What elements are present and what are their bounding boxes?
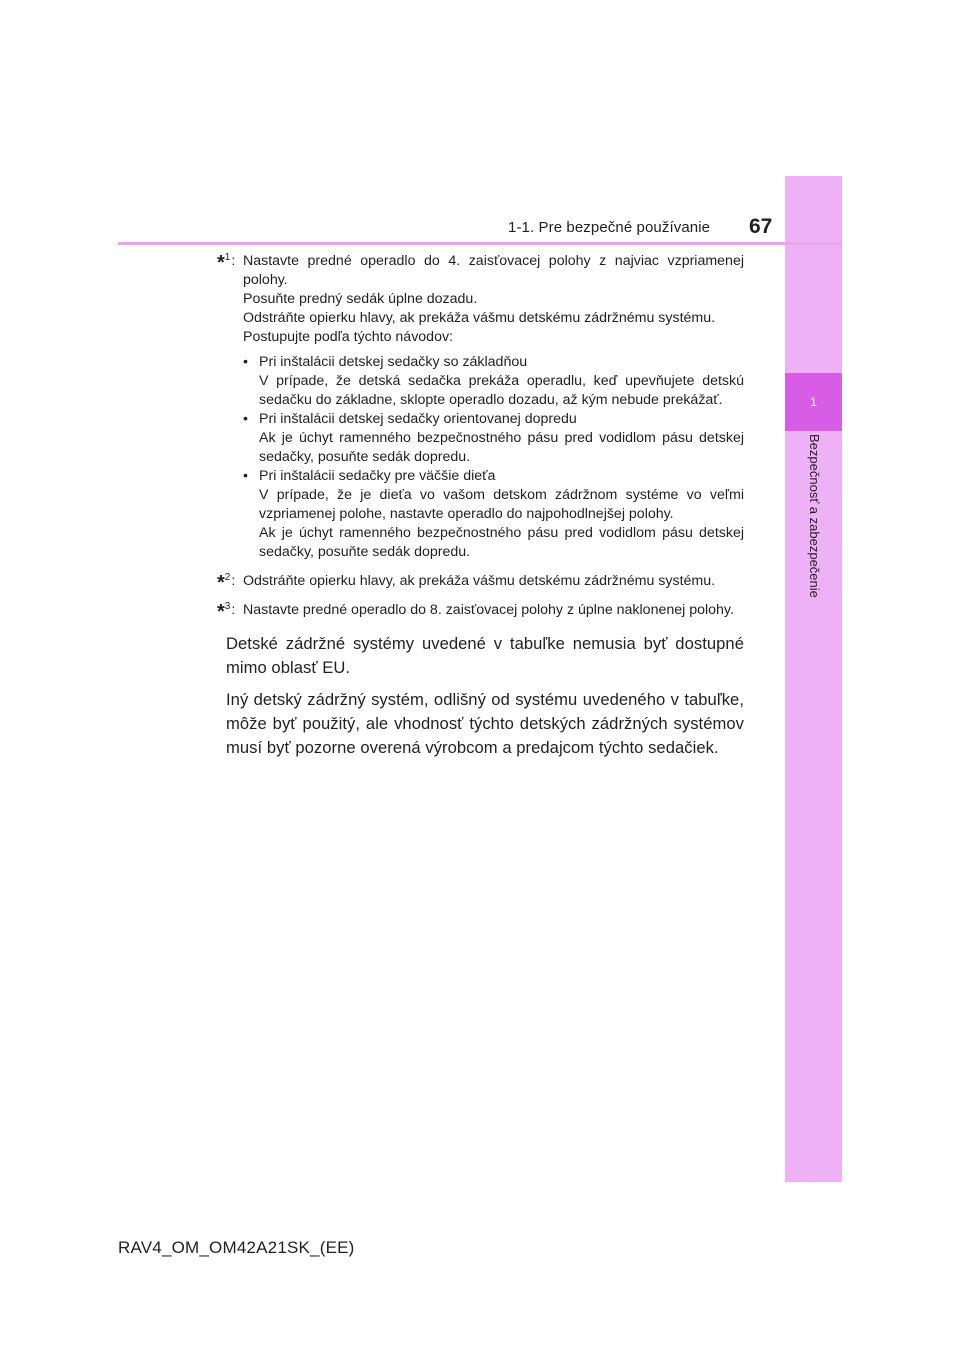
chapter-number-badge: 1 — [785, 373, 842, 431]
footnote-marker: *$^2$: — [217, 572, 236, 594]
body-paragraph: Detské zádržné systémy uvedené v tabuľke nemusia byť dostupné mimo oblasť EU. — [226, 634, 744, 677]
footnote-marker: *$^1$: — [217, 252, 236, 274]
footnote-1 — [217, 252, 744, 562]
footnote-text: Odstráňte opierku hlavy, ak prekáža vášmu detskému zádržnému systému. — [243, 310, 716, 326]
list-item-text: V prípade, že je dieťa vo vašom detskom zádržnom systéme vo veľmi vzpriamenej polohe, nastavte operadlo do najpohodlnejšej polohy. — [259, 487, 744, 522]
list-item — [243, 467, 744, 562]
page-number: 67 — [749, 215, 773, 238]
chapter-title-vertical: Bezpečnosť a zabezpečenie — [807, 434, 822, 598]
page-content — [217, 252, 744, 760]
footnote-text: Nastavte predné operadlo do 8. zaisťovacej polohy z úplne naklonenej polohy. — [243, 602, 734, 618]
list-item-text: Ak je úchyt ramenného bezpečnostného pásu pred vodidlom pásu detskej sedačky, posuňte sedák dopredu. — [259, 430, 744, 465]
footnote-3 — [217, 601, 744, 623]
footnote-2 — [217, 572, 744, 594]
footnote-text: Postupujte podľa týchto návodov: — [243, 329, 453, 345]
footnote-text: Posuňte predný sedák úplne dozadu. — [243, 291, 478, 307]
list-item — [243, 353, 744, 410]
chapter-side-tab — [785, 176, 842, 1182]
footnote-marker: *$^3$: — [217, 601, 236, 623]
footnote-text: Nastavte predné operadlo do 4. zaisťovacej polohy z najviac vzpriamenej polohy. — [243, 253, 744, 288]
instruction-list — [243, 353, 744, 562]
list-item-title: Pri inštalácii detskej sedačky so základňou — [259, 354, 528, 370]
list-item-text: Ak je úchyt ramenného bezpečnostného pásu pred vodidlom pásu detskej sedačky, posuňte sedák dopredu. — [259, 525, 744, 560]
list-item-title: Pri inštalácii sedačky pre väčšie dieťa — [259, 468, 496, 484]
bullet-icon: • — [243, 354, 248, 370]
bullet-icon: • — [243, 468, 248, 484]
list-item — [243, 410, 744, 467]
header-rule — [118, 242, 842, 245]
list-item-title: Pri inštalácii detskej sedačky orientovanej dopredu — [259, 411, 577, 427]
footnote-text: Odstráňte opierku hlavy, ak prekáža vášmu detskému zádržnému systému. — [243, 573, 716, 589]
body-paragraph: Iný detský zádržný systém, odlišný od systému uvedeného v tabuľke, môže byť použitý, ale vhodnosť týchto detských zádržných systémov musí byť pozorne overená výrobcom a predajcom týchto sedačiek. — [226, 690, 744, 757]
bullet-icon: • — [243, 411, 248, 427]
list-item-text: V prípade, že detská sedačka prekáža operadlu, keď upevňujete detskú sedačku do základne, sklopte operadlo dozadu, až kým nebude prekážať. — [259, 373, 744, 408]
document-code: RAV4_OM_OM42A21SK_(EE) — [118, 1238, 355, 1257]
running-header-section: 1-1. Pre bezpečné používanie — [508, 219, 711, 236]
